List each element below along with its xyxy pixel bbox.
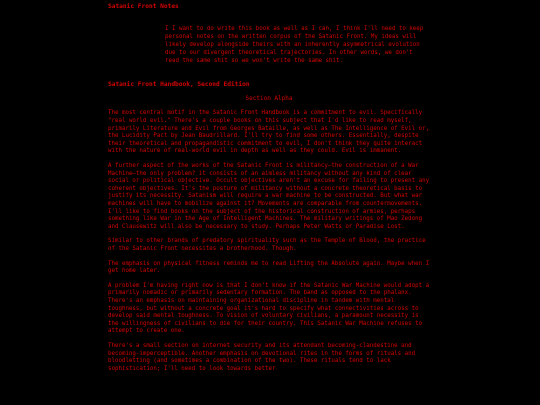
section-title: Section Alpha bbox=[245, 95, 293, 103]
paragraph: A problem I'm having right now is that I don't know if the Satanic War Machine would adopt a primarily nomadic or primarily sedentary formation. The band as opposed to the phalanx. There's an emphasis on maintaining organizational discipline in tandem with mental toughness, but without a concrete goal it's hard to specify what connectivities across to develop said mental toughness. To vision of voluntary civilians, a paramount necessity is the willingness of civilians to die for their country. This Satanic War Machine refuses to attempt to create one. bbox=[108, 282, 430, 335]
paragraph: A further aspect of the works of the Satanic Front is militancy—the construction of a War Machine—the only problem? it consists of an aimless militancy without any kind of clear social or political objective. Occult objectives aren't an excuse for failing to present any coherent objectives. It's the posture of militancy without a concrete theoretical basis to justify its necessity. Satanism will require a war machine to be constructed. But what war machines will have to mobilize against it? Movements are comparable from countermovements. I'll like to find books on the subject of the historical construction of armies, perhaps something like War in the Age of Intelligent Machines. The military writings of Mao Zedong and Clausewitz will also be necessary to study. Perhaps Peter Watts or Paradise Lost. bbox=[108, 163, 430, 230]
paragraph: The emphasis on physical fitness reminds me to read Lifting the Absolute again. Maybe when I get home later. bbox=[108, 260, 430, 275]
paragraph: The most central motif in the Satanic Front Handbook is a commitment to evil. Specifically "real world evil." There's a couple books on this subject that I'd like to read myself, primarily Literature and Evil from Georges Bataille, as well as The Intelligence of Evil or, the Lucidity Pact by Jean Baudrillard. I'll try to find some others. Essentially, despite their theoretical and propagandistic commitment to evil, I don't think they quite interact with the nature of real-world evil in depth as well as they could. Evil is immanent. bbox=[108, 110, 430, 155]
notes-quote: I I want to do write this book as well as I can, I think I'll need to keep personal notes on the written corpus of the Satanic Front. My ideas will likely develop alongside theirs with an inherently asymmetrical evolution due to our divergent theoretical trajectories. In other words, we don't read the same shit so we won't write the same shit. bbox=[165, 26, 424, 65]
handbook-heading: Satanic Front Handbook, Second Edition bbox=[108, 81, 250, 89]
paragraph: Similar to other brands of predatory spirituality such as the Temple of Blood, the practice of the Satanic Front necessites a brotherhood. Though. bbox=[108, 238, 426, 252]
paragraph: There's a small section on internet security and its attendant becoming-clandestine and becoming-imperceptible. Another emphasis on devotional rites in the forms of rituals and bloodletting (and sometimes a combination of the two). These rituals tend to lack sophistication; I'll need to look towards better bbox=[108, 342, 416, 372]
notes-heading: Satanic Front Notes bbox=[108, 3, 179, 10]
document-page bbox=[108, 3, 430, 373]
